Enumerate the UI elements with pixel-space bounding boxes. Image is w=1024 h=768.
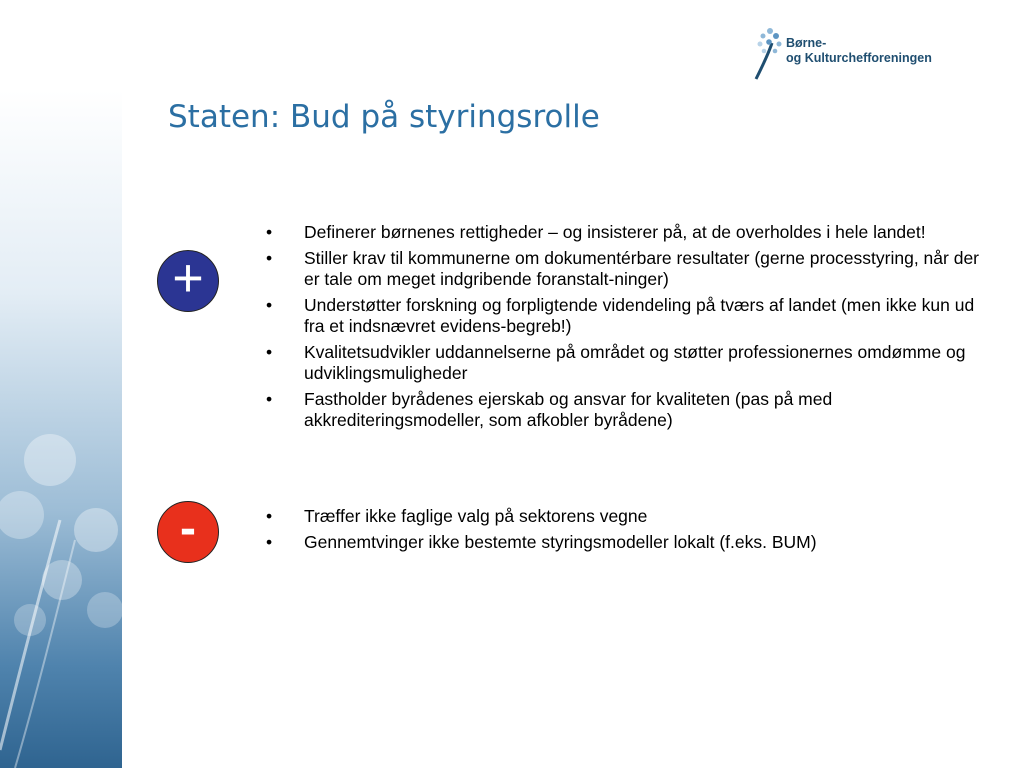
pros-item: • Understøtter forskning og forpligtende videndeling på tværs af landet (men ikke kun ud fra et indsnævret evidens-begreb!) bbox=[264, 295, 984, 337]
plus-symbol: + bbox=[172, 248, 204, 308]
cons-list bbox=[264, 506, 984, 558]
plus-badge-icon bbox=[157, 250, 219, 312]
logo-tree-icon bbox=[752, 27, 786, 83]
logo-text bbox=[786, 36, 932, 66]
cons-item: • Træffer ikke faglige valg på sektorens vegne bbox=[264, 506, 984, 527]
minus-badge-icon bbox=[157, 501, 219, 563]
slide-title: Staten: Bud på styringsrolle bbox=[168, 99, 600, 135]
logo-line-2: og Kulturchefforeningen bbox=[786, 51, 932, 65]
pros-item: • Definerer børnenes rettigheder – og insisterer på, at de overholdes i hele landet! bbox=[264, 222, 984, 243]
bubble-pattern bbox=[0, 90, 122, 768]
pros-item: • Kvalitetsudvikler uddannelserne på området og støtter professionernes omdømme og udviklingsmuligheder bbox=[264, 342, 984, 384]
pros-item: • Stiller krav til kommunerne om dokumentérbare resultater (gerne processtyring, når der er tale om meget indgribende foranstalt-ninger) bbox=[264, 248, 984, 290]
minus-symbol: - bbox=[180, 502, 196, 555]
decorative-side-band bbox=[0, 90, 122, 768]
logo bbox=[752, 27, 962, 83]
logo-line-1: Børne- bbox=[786, 36, 827, 50]
pros-item: • Fastholder byrådenes ejerskab og ansvar for kvaliteten (pas på med akkrediteringsmodeller, som afkobler byrådene) bbox=[264, 389, 984, 431]
pros-list bbox=[264, 222, 984, 436]
cons-item: • Gennemtvinger ikke bestemte styringsmodeller lokalt (f.eks. BUM) bbox=[264, 532, 984, 553]
